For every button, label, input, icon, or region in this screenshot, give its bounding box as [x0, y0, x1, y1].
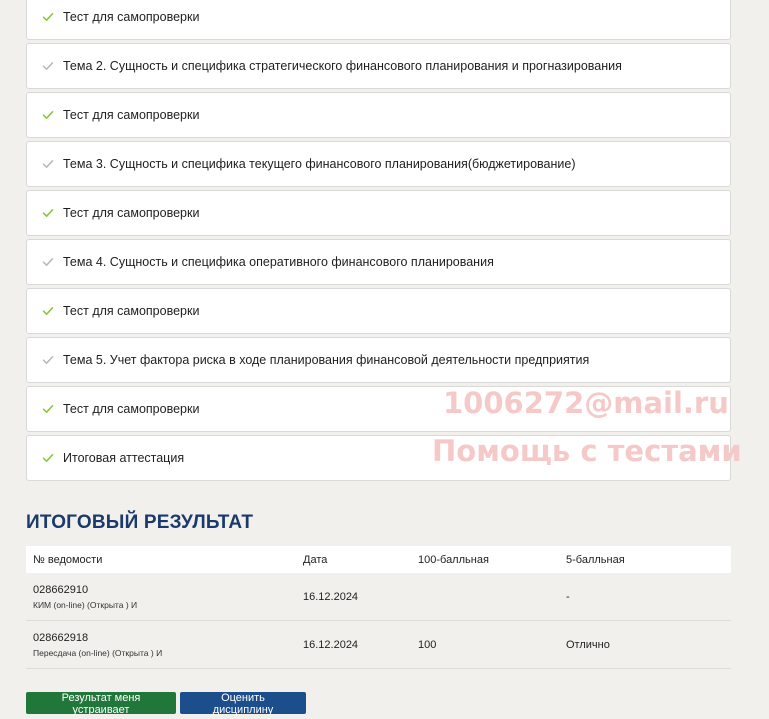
module-item-test-1[interactable]	[26, 0, 731, 40]
module-item-final-attestation[interactable]	[26, 435, 731, 481]
cell-score100: 100	[411, 621, 559, 669]
check-icon	[41, 451, 55, 465]
module-label: Тест для самопроверки	[63, 10, 200, 24]
cell-date: 16.12.2024	[296, 573, 411, 621]
statement-description: Пересдача (on-line) (Открыта ) И	[33, 647, 163, 658]
watermark-text: Помощь с тестами	[432, 434, 742, 468]
check-icon	[41, 255, 55, 269]
module-label: Тема 2. Сущность и специфика стратегического финансового планирования и прогназирования	[63, 59, 622, 73]
watermark-email: 1006272@mail.ru	[443, 386, 729, 420]
column-header-date: Дата	[296, 546, 411, 573]
column-header-score5: 5-балльная	[559, 546, 731, 573]
results-title: ИТОГОВЫЙ РЕЗУЛЬТАТ	[26, 512, 254, 533]
check-icon	[41, 304, 55, 318]
module-item-topic-4[interactable]	[26, 239, 731, 285]
module-item-test-2[interactable]	[26, 92, 731, 138]
cell-score100	[411, 573, 559, 621]
check-icon	[41, 402, 55, 416]
cell-score5: -	[559, 573, 731, 621]
cell-date: 16.12.2024	[296, 621, 411, 669]
module-label: Итоговая аттестация	[63, 451, 185, 465]
module-label: Тема 5. Учет фактора риска в ходе планирования финансовой деятельности предприятия	[63, 353, 590, 367]
table-row	[26, 621, 731, 669]
module-label: Тема 4. Сущность и специфика оперативного финансового планирования	[63, 255, 494, 269]
check-icon	[41, 108, 55, 122]
module-item-topic-2[interactable]	[26, 43, 731, 89]
check-icon	[41, 59, 55, 73]
check-icon	[41, 157, 55, 171]
check-icon	[41, 353, 55, 367]
module-item-test-4[interactable]	[26, 288, 731, 334]
module-label: Тест для самопроверки	[63, 108, 200, 122]
module-item-test-3[interactable]	[26, 190, 731, 236]
check-icon	[41, 206, 55, 220]
module-item-test-5[interactable]	[26, 386, 731, 432]
column-header-score100: 100-балльная	[411, 546, 559, 573]
module-label: Тема 3. Сущность и специфика текущего финансового планирования(бюджетирование)	[63, 157, 576, 171]
module-item-topic-5[interactable]	[26, 337, 731, 383]
statement-description: КИМ (on-line) (Открыта ) И	[33, 599, 138, 610]
rate-discipline-button[interactable]: Оценить дисциплину	[180, 692, 306, 714]
table-header-row	[26, 546, 731, 573]
module-label: Тест для самопроверки	[63, 304, 200, 318]
cell-number	[26, 621, 296, 669]
cell-score5: Отлично	[559, 621, 731, 669]
results-table	[26, 546, 731, 669]
table-row	[26, 573, 731, 621]
check-icon	[41, 10, 55, 24]
module-label: Тест для самопроверки	[63, 402, 200, 416]
accept-result-button[interactable]: Результат меня устраивает	[26, 692, 176, 714]
cell-number	[26, 573, 296, 621]
statement-number: 028662910	[33, 583, 89, 596]
column-header-number: № ведомости	[26, 546, 296, 573]
module-item-topic-3[interactable]	[26, 141, 731, 187]
statement-number: 028662918	[33, 631, 89, 644]
module-list	[26, 0, 731, 484]
module-label: Тест для самопроверки	[63, 206, 200, 220]
